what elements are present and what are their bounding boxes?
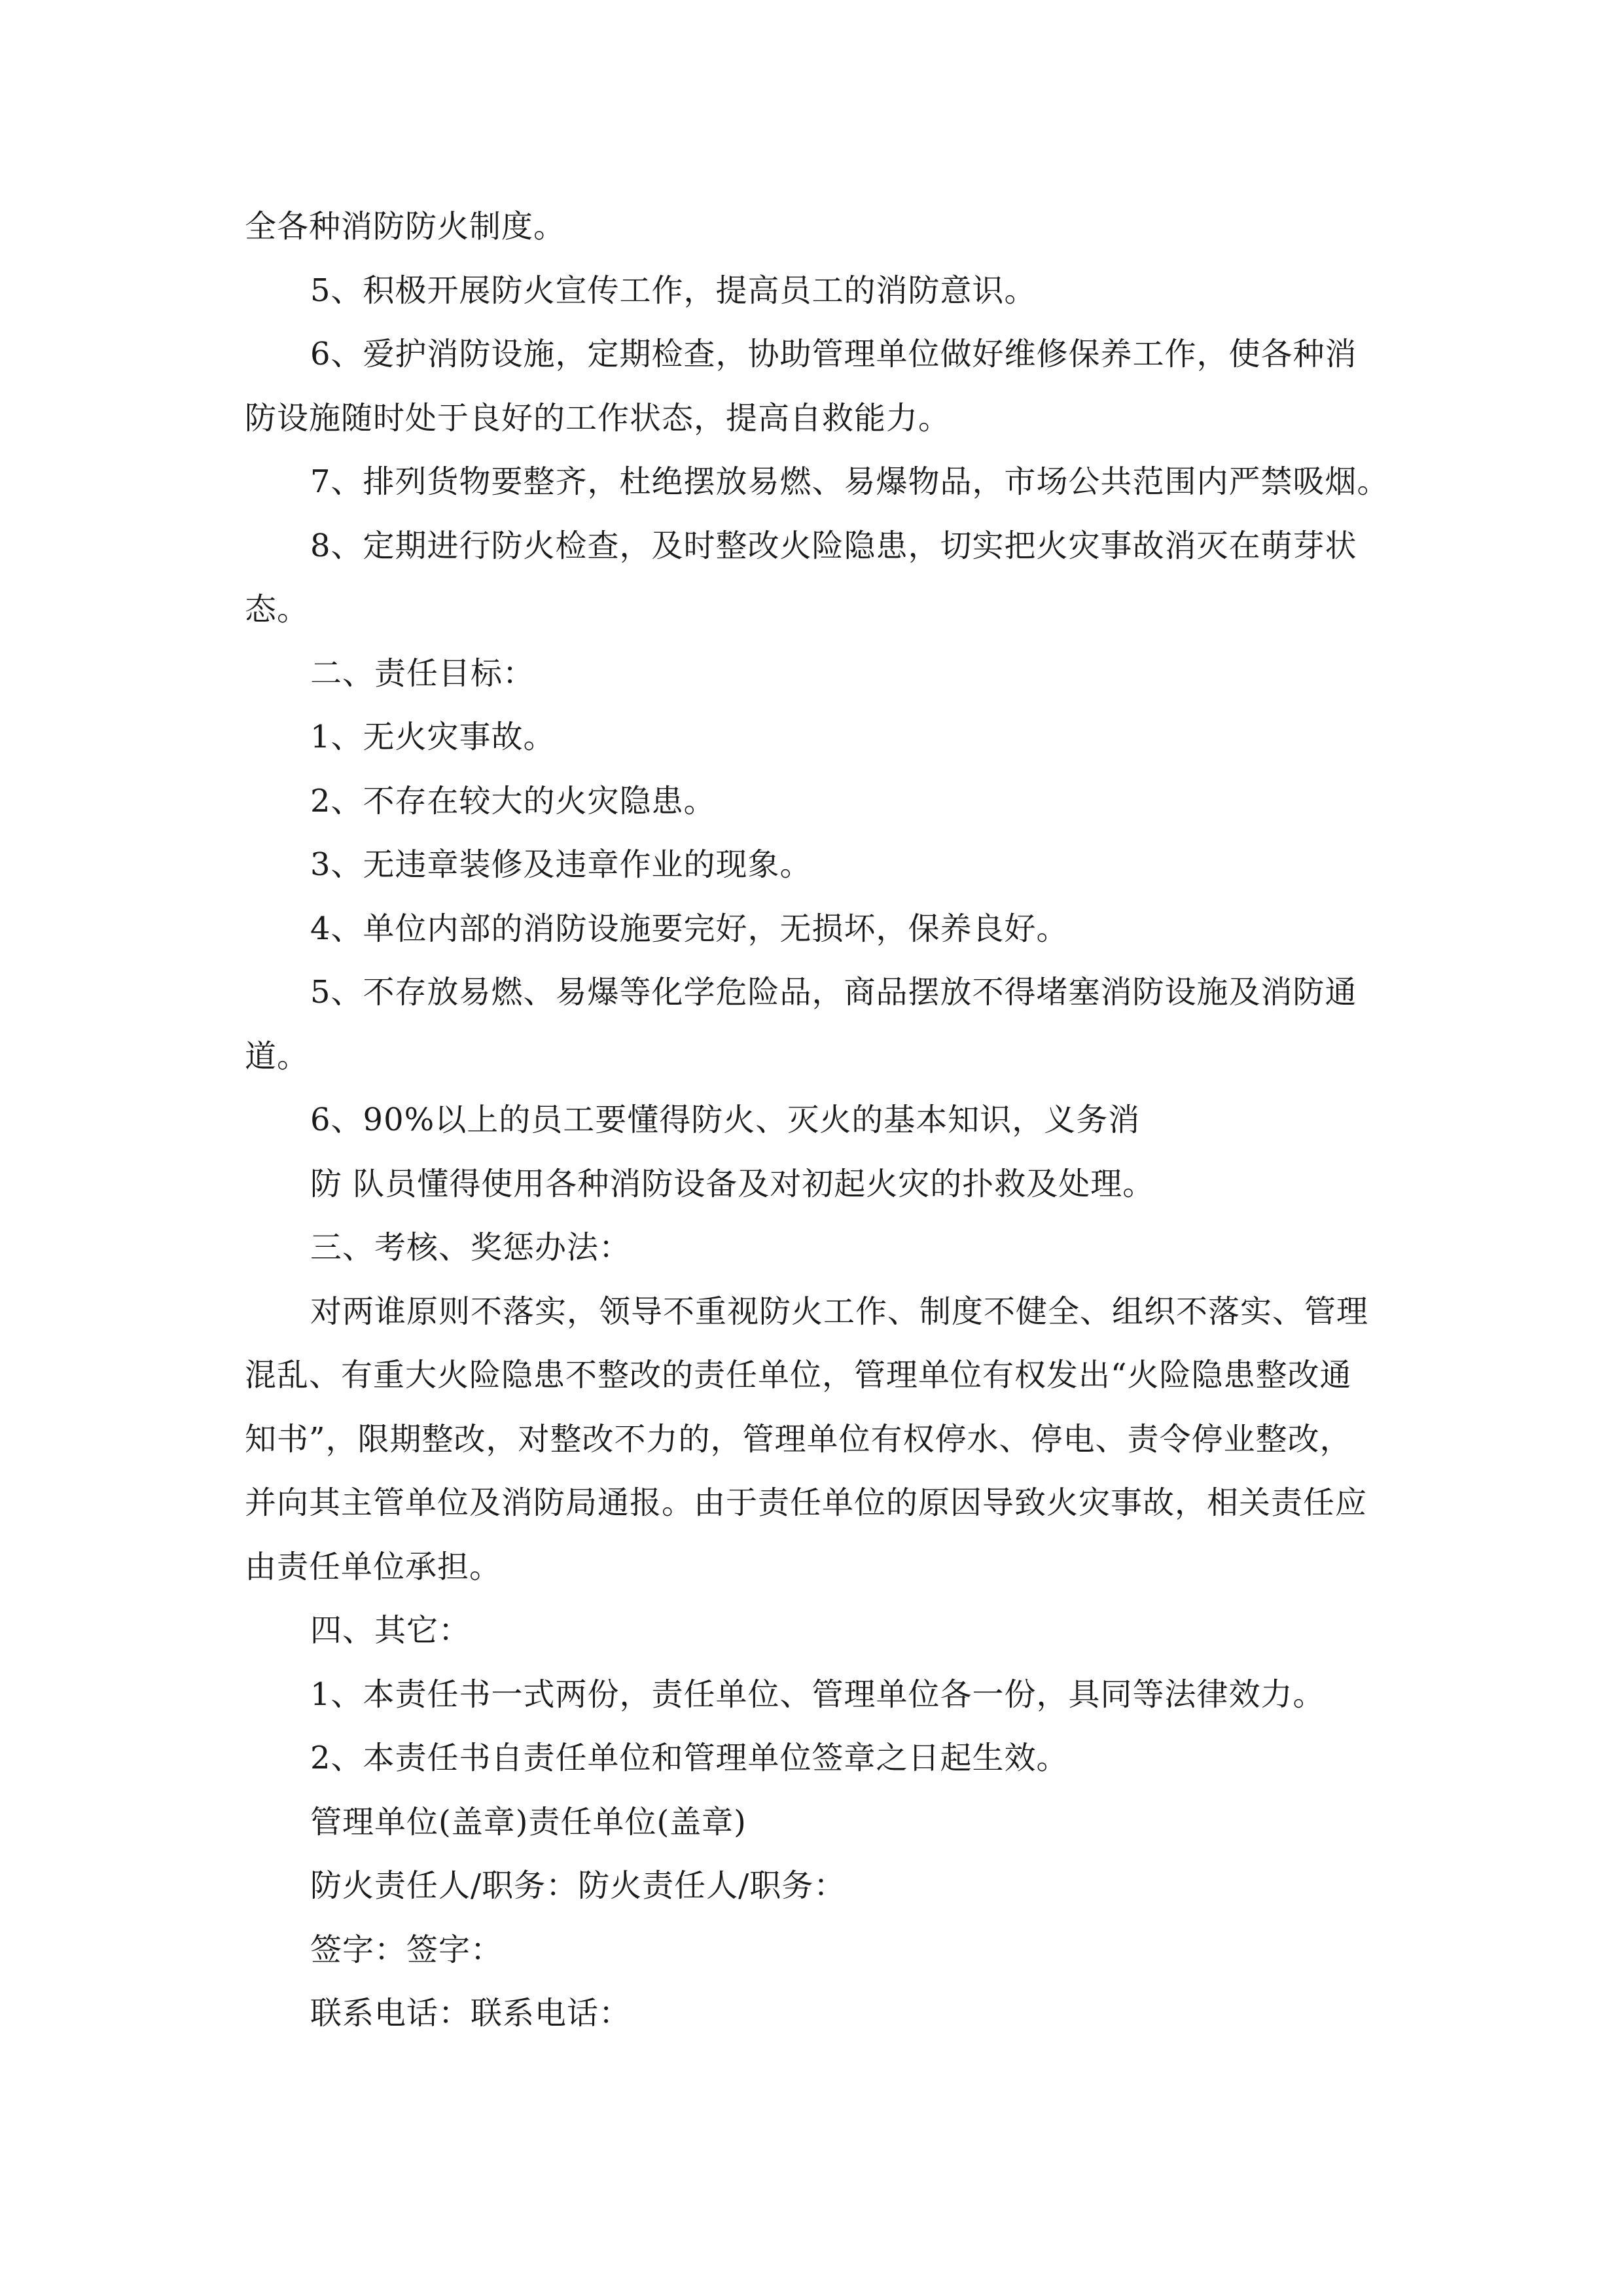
text-line: 由责任单位承担。 xyxy=(245,1548,502,1585)
text-line: 6、爱护消防设施，定期检查，协助管理单位做好维修保养工作，使各种消 xyxy=(310,336,1357,372)
signature-label: 管理单位(盖章)责任单位(盖章) xyxy=(310,1803,747,1840)
section-heading: 二、责任目标： xyxy=(310,655,535,692)
text-line: 防 队员懂得使用各种消防设备及对初起火灾的扑救及处理。 xyxy=(310,1165,1155,1202)
text-line: 防设施随时处于良好的工作状态，提高自救能力。 xyxy=(245,399,951,437)
text-line: 2、本责任书自责任单位和管理单位签章之日起生效。 xyxy=(310,1740,1069,1776)
document-body xyxy=(245,195,1389,2046)
text-line: 4、单位内部的消防设施要完好，无损坏，保养良好。 xyxy=(310,910,1069,947)
text-line: 态。 xyxy=(245,591,310,628)
signature-label: 联系电话：联系电话： xyxy=(310,1995,632,2032)
text-line: 3、无违章装修及违章作业的现象。 xyxy=(310,846,812,883)
text-line: 6、90%以上的员工要懂得防火、灭火的基本知识，义务消 xyxy=(310,1102,1141,1138)
text-line: 全各种消防防火制度。 xyxy=(245,208,566,245)
text-line: 1、本责任书一式两份，责任单位、管理单位各一份，具同等法律效力。 xyxy=(310,1676,1325,1713)
text-line: 并向其主管单位及消防局通报。由于责任单位的原因导致火灾事故，相关责任应 xyxy=(245,1484,1368,1521)
text-line: 知书”，限期整改，对整改不力的，管理单位有权停水、停电、责令停业整改， xyxy=(245,1420,1352,1458)
text-line: 混乱、有重大火险隐患不整改的责任单位，管理单位有权发出“火险隐患整改通 xyxy=(245,1357,1352,1393)
text-line: 2、不存在较大的火灾隐患。 xyxy=(310,782,716,819)
signature-label: 防火责任人/职务：防火责任人/职务： xyxy=(310,1867,846,1904)
text-line: 道。 xyxy=(245,1037,310,1075)
section-heading: 四、其它： xyxy=(310,1612,471,1649)
text-line: 对两谁原则不落实，领导不重视防火工作、制度不健全、组织不落实、管理 xyxy=(310,1293,1369,1330)
text-line: 5、不存放易燃、易爆等化学危险品，商品摆放不得堵塞消防设施及消防通 xyxy=(310,974,1357,1011)
signature-label: 签字：签字： xyxy=(310,1931,503,1968)
text-line: 7、排列货物要整齐，杜绝摆放易燃、易爆物品，市场公共范围内严禁吸烟。 xyxy=(310,463,1389,500)
text-line: 1、无火灾事故。 xyxy=(310,719,556,755)
text-line: 8、定期进行防火检查，及时整改火险隐患，切实把火灾事故消灭在萌芽状 xyxy=(310,527,1357,564)
section-heading: 三、考核、奖惩办法： xyxy=(310,1229,632,1266)
text-line: 5、积极开展防火宣传工作，提高员工的消防意识。 xyxy=(310,272,1037,309)
